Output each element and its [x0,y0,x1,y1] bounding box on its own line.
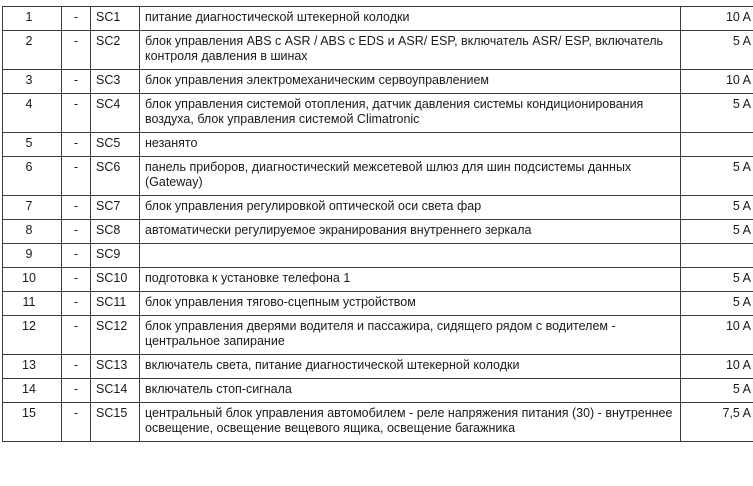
fuse-rating: 10 A [681,70,753,94]
fuse-number: 13 [3,355,62,379]
fuse-number: 4 [3,94,62,133]
fuse-number: 1 [3,7,62,31]
table-row [3,316,753,355]
separator-dash: - [62,7,91,31]
table-row [3,244,753,268]
table-row [3,94,753,133]
fuse-rating: 7,5 A [681,403,753,442]
fuse-code: SC7 [91,196,140,220]
fuse-number: 14 [3,379,62,403]
fuse-table [2,6,753,442]
fuse-number: 7 [3,196,62,220]
separator-dash: - [62,244,91,268]
fuse-description: подготовка к установке телефона 1 [140,268,681,292]
fuse-code: SC3 [91,70,140,94]
separator-dash: - [62,268,91,292]
table-row [3,7,753,31]
fuse-description: центральный блок управления автомобилем - реле напряжения питания (30) - внутреннее освещение, освещение вещевого ящика, освещение багажника [140,403,681,442]
fuse-number: 9 [3,244,62,268]
fuse-rating: 5 A [681,268,753,292]
fuse-number: 11 [3,292,62,316]
fuse-code: SC6 [91,157,140,196]
table-row [3,220,753,244]
fuse-description: блок управления регулировкой оптической оси света фар [140,196,681,220]
separator-dash: - [62,403,91,442]
separator-dash: - [62,133,91,157]
separator-dash: - [62,196,91,220]
table-row [3,133,753,157]
fuse-code: SC15 [91,403,140,442]
fuse-rating: 10 A [681,316,753,355]
fuse-number: 3 [3,70,62,94]
fuse-code: SC8 [91,220,140,244]
table-row [3,70,753,94]
fuse-code: SC14 [91,379,140,403]
fuse-description: блок управления системой отопления, датчик давления системы кондиционирования воздуха, блок управления системой Climatronic [140,94,681,133]
table-row [3,157,753,196]
fuse-number: 2 [3,31,62,70]
fuse-number: 5 [3,133,62,157]
fuse-description: блок управления электромеханическим сервоуправлением [140,70,681,94]
fuse-rating: 5 A [681,157,753,196]
separator-dash: - [62,70,91,94]
fuse-number: 15 [3,403,62,442]
fuse-rating: 10 A [681,7,753,31]
fuse-rating [681,244,753,268]
fuse-code: SC4 [91,94,140,133]
table-row [3,292,753,316]
fuse-table-body [3,7,753,442]
fuse-code: SC1 [91,7,140,31]
table-row [3,268,753,292]
fuse-description [140,244,681,268]
fuse-code: SC2 [91,31,140,70]
fuse-code: SC13 [91,355,140,379]
fuse-rating [681,133,753,157]
fuse-rating: 5 A [681,379,753,403]
fuse-code: SC9 [91,244,140,268]
fuse-description: автоматически регулируемое экранирования внутреннего зеркала [140,220,681,244]
fuse-rating: 5 A [681,196,753,220]
fuse-rating: 5 A [681,292,753,316]
table-row [3,196,753,220]
table-row [3,355,753,379]
separator-dash: - [62,94,91,133]
fuse-code: SC11 [91,292,140,316]
table-row [3,31,753,70]
fuse-description: незанято [140,133,681,157]
fuse-code: SC10 [91,268,140,292]
fuse-rating: 5 A [681,220,753,244]
fuse-description: включатель стоп-сигнала [140,379,681,403]
table-row [3,403,753,442]
separator-dash: - [62,379,91,403]
separator-dash: - [62,31,91,70]
fuse-code: SC5 [91,133,140,157]
fuse-description: блок управления дверями водителя и пассажира, сидящего рядом с водителем - центральное запирание [140,316,681,355]
fuse-number: 6 [3,157,62,196]
fuse-description: включатель света, питание диагностической штекерной колодки [140,355,681,379]
separator-dash: - [62,220,91,244]
fuse-description: панель приборов, диагностический межсетевой шлюз для шин подсистемы данных (Gateway) [140,157,681,196]
fuse-code: SC12 [91,316,140,355]
fuse-description: блок управления тягово-сцепным устройством [140,292,681,316]
separator-dash: - [62,316,91,355]
separator-dash: - [62,292,91,316]
fuse-description: блок управления ABS с ASR / ABS с EDS и ASR/ ESP, включатель ASR/ ESP, включатель контроля давления в шинах [140,31,681,70]
fuse-number: 8 [3,220,62,244]
fuse-description: питание диагностической штекерной колодки [140,7,681,31]
separator-dash: - [62,157,91,196]
separator-dash: - [62,355,91,379]
table-row [3,379,753,403]
fuse-number: 12 [3,316,62,355]
fuse-number: 10 [3,268,62,292]
fuse-rating: 5 A [681,94,753,133]
fuse-rating: 10 A [681,355,753,379]
fuse-rating: 5 A [681,31,753,70]
